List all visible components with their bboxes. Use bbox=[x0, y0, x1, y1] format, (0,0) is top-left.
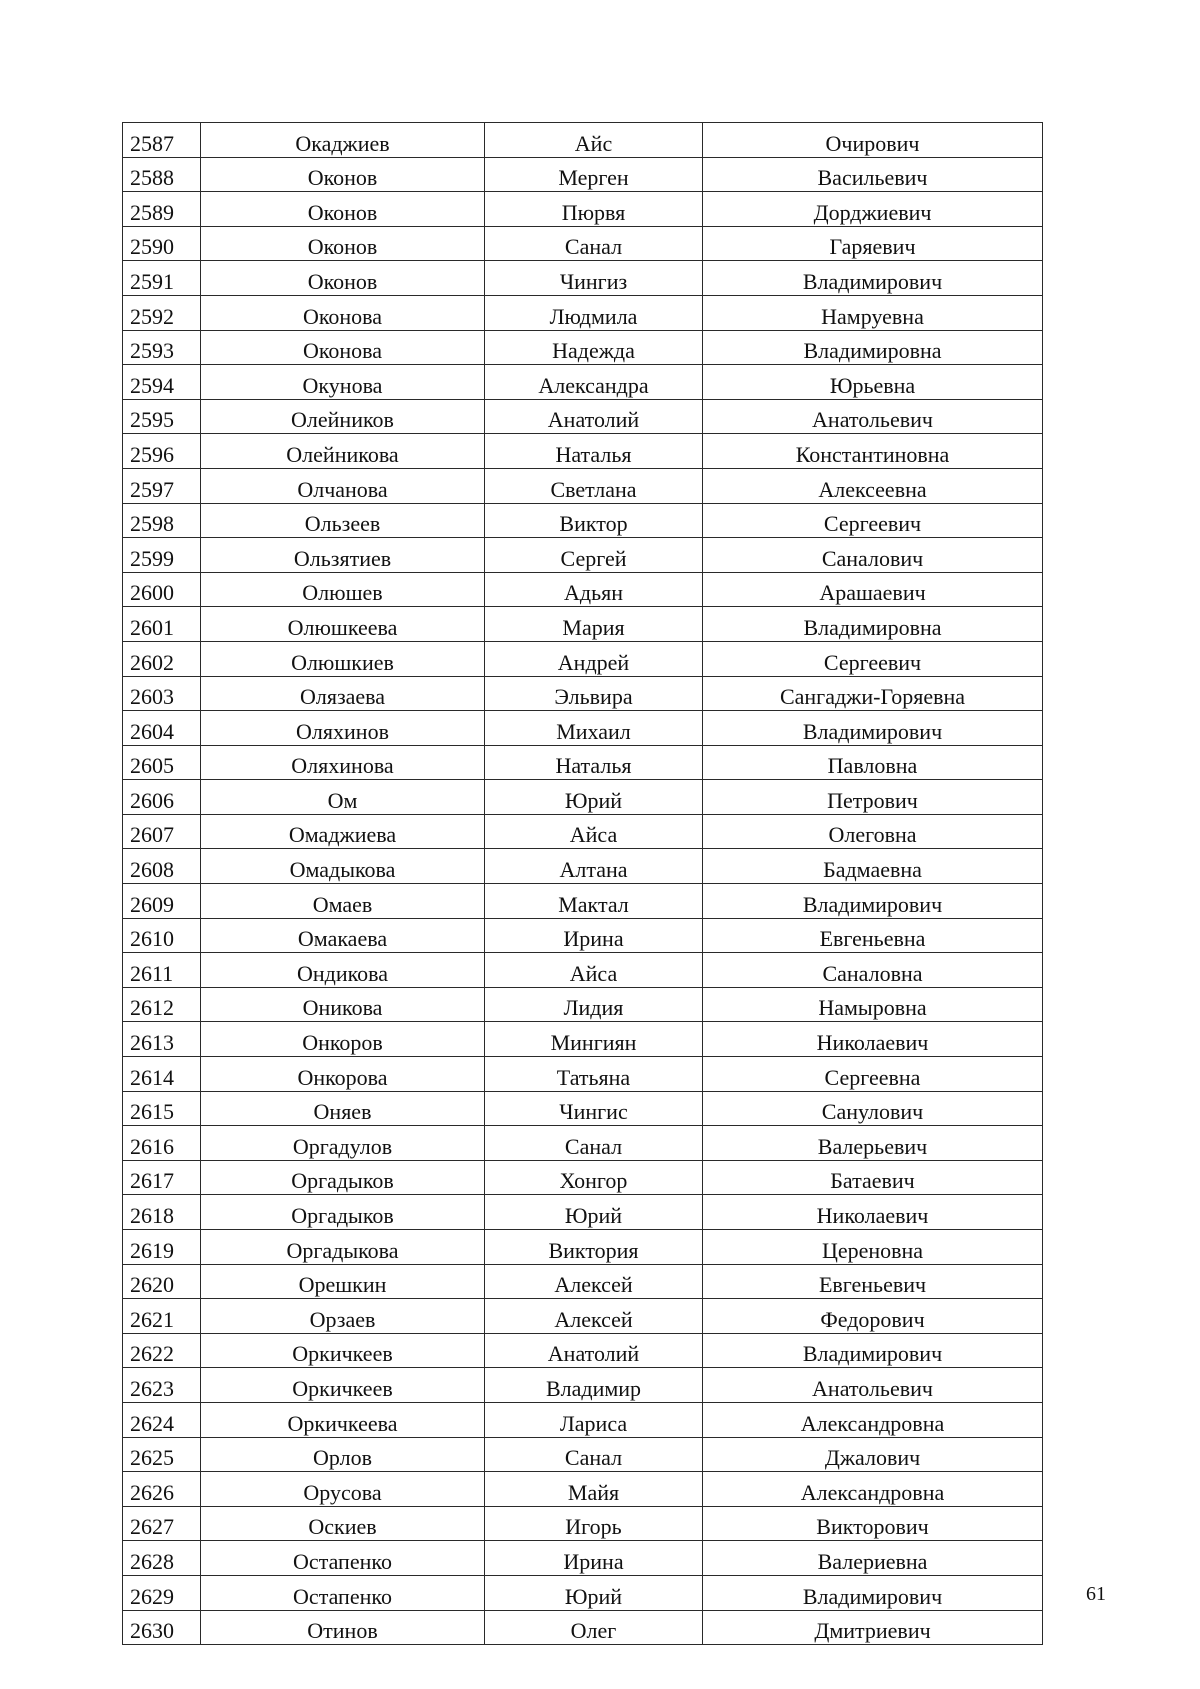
patronymic-cell: Владимировна bbox=[703, 607, 1043, 642]
row-number-cell: 2589 bbox=[123, 192, 201, 227]
patronymic-cell: Намруевна bbox=[703, 295, 1043, 330]
patronymic-cell: Сергеевна bbox=[703, 1057, 1043, 1092]
roster-body bbox=[123, 123, 1043, 1645]
last-name-cell: Оргадыкова bbox=[201, 1230, 485, 1265]
row-number-cell: 2598 bbox=[123, 503, 201, 538]
last-name-cell: Орлов bbox=[201, 1437, 485, 1472]
row-number-cell: 2625 bbox=[123, 1437, 201, 1472]
patronymic-cell: Джалович bbox=[703, 1437, 1043, 1472]
patronymic-cell: Дорджиевич bbox=[703, 192, 1043, 227]
table-row bbox=[123, 1299, 1043, 1334]
last-name-cell: Онкорова bbox=[201, 1057, 485, 1092]
row-number-cell: 2603 bbox=[123, 676, 201, 711]
last-name-cell: Оняев bbox=[201, 1091, 485, 1126]
first-name-cell: Михаил bbox=[485, 711, 703, 746]
table-row bbox=[123, 711, 1043, 746]
table-row bbox=[123, 745, 1043, 780]
table-row bbox=[123, 1472, 1043, 1507]
row-number-cell: 2593 bbox=[123, 330, 201, 365]
last-name-cell: Оконова bbox=[201, 295, 485, 330]
last-name-cell: Оконов bbox=[201, 157, 485, 192]
row-number-cell: 2613 bbox=[123, 1022, 201, 1057]
table-row bbox=[123, 1402, 1043, 1437]
patronymic-cell: Дмитриевич bbox=[703, 1610, 1043, 1645]
patronymic-cell: Сергеевич bbox=[703, 641, 1043, 676]
table-row bbox=[123, 1057, 1043, 1092]
row-number-cell: 2612 bbox=[123, 987, 201, 1022]
row-number-cell: 2620 bbox=[123, 1264, 201, 1299]
last-name-cell: Оконов bbox=[201, 261, 485, 296]
row-number-cell: 2607 bbox=[123, 814, 201, 849]
first-name-cell: Мактал bbox=[485, 884, 703, 919]
first-name-cell: Санал bbox=[485, 1126, 703, 1161]
last-name-cell: Олейникова bbox=[201, 434, 485, 469]
table-row bbox=[123, 953, 1043, 988]
last-name-cell: Орусова bbox=[201, 1472, 485, 1507]
patronymic-cell: Валерьевич bbox=[703, 1126, 1043, 1161]
first-name-cell: Сергей bbox=[485, 538, 703, 573]
first-name-cell: Татьяна bbox=[485, 1057, 703, 1092]
first-name-cell: Майя bbox=[485, 1472, 703, 1507]
patronymic-cell: Васильевич bbox=[703, 157, 1043, 192]
last-name-cell: Ользятиев bbox=[201, 538, 485, 573]
row-number-cell: 2604 bbox=[123, 711, 201, 746]
row-number-cell: 2626 bbox=[123, 1472, 201, 1507]
first-name-cell: Адьян bbox=[485, 572, 703, 607]
row-number-cell: 2594 bbox=[123, 365, 201, 400]
table-row bbox=[123, 538, 1043, 573]
table-row bbox=[123, 1541, 1043, 1576]
last-name-cell: Окунова bbox=[201, 365, 485, 400]
last-name-cell: Оргадулов bbox=[201, 1126, 485, 1161]
first-name-cell: Юрий bbox=[485, 780, 703, 815]
table-row bbox=[123, 157, 1043, 192]
row-number-cell: 2627 bbox=[123, 1506, 201, 1541]
patronymic-cell: Владимировна bbox=[703, 330, 1043, 365]
patronymic-cell: Николаевич bbox=[703, 1022, 1043, 1057]
row-number-cell: 2602 bbox=[123, 641, 201, 676]
patronymic-cell: Николаевич bbox=[703, 1195, 1043, 1230]
last-name-cell: Олюшев bbox=[201, 572, 485, 607]
table-row bbox=[123, 780, 1043, 815]
patronymic-cell: Владимирович bbox=[703, 1333, 1043, 1368]
patronymic-cell: Евгеньевич bbox=[703, 1264, 1043, 1299]
patronymic-cell: Анатольевич bbox=[703, 399, 1043, 434]
patronymic-cell: Цереновна bbox=[703, 1230, 1043, 1265]
first-name-cell: Алексей bbox=[485, 1299, 703, 1334]
table-row bbox=[123, 261, 1043, 296]
last-name-cell: Оркичкеев bbox=[201, 1368, 485, 1403]
first-name-cell: Чингиз bbox=[485, 261, 703, 296]
table-row bbox=[123, 503, 1043, 538]
patronymic-cell: Бадмаевна bbox=[703, 849, 1043, 884]
first-name-cell: Алтана bbox=[485, 849, 703, 884]
first-name-cell: Игорь bbox=[485, 1506, 703, 1541]
table-row bbox=[123, 1230, 1043, 1265]
last-name-cell: Оркичкеев bbox=[201, 1333, 485, 1368]
row-number-cell: 2622 bbox=[123, 1333, 201, 1368]
patronymic-cell: Арашаевич bbox=[703, 572, 1043, 607]
last-name-cell: Омаев bbox=[201, 884, 485, 919]
first-name-cell: Ирина bbox=[485, 918, 703, 953]
patronymic-cell: Владимирович bbox=[703, 1575, 1043, 1610]
row-number-cell: 2618 bbox=[123, 1195, 201, 1230]
table-row bbox=[123, 123, 1043, 158]
first-name-cell: Анатолий bbox=[485, 1333, 703, 1368]
row-number-cell: 2592 bbox=[123, 295, 201, 330]
row-number-cell: 2628 bbox=[123, 1541, 201, 1576]
last-name-cell: Окаджиев bbox=[201, 123, 485, 158]
last-name-cell: Олейников bbox=[201, 399, 485, 434]
row-number-cell: 2587 bbox=[123, 123, 201, 158]
patronymic-cell: Саналович bbox=[703, 538, 1043, 573]
patronymic-cell: Валериевна bbox=[703, 1541, 1043, 1576]
row-number-cell: 2595 bbox=[123, 399, 201, 434]
last-name-cell: Ом bbox=[201, 780, 485, 815]
first-name-cell: Алексей bbox=[485, 1264, 703, 1299]
first-name-cell: Эльвира bbox=[485, 676, 703, 711]
patronymic-cell: Павловна bbox=[703, 745, 1043, 780]
table-row bbox=[123, 468, 1043, 503]
row-number-cell: 2590 bbox=[123, 226, 201, 261]
patronymic-cell: Гаряевич bbox=[703, 226, 1043, 261]
last-name-cell: Олязаева bbox=[201, 676, 485, 711]
first-name-cell: Наталья bbox=[485, 434, 703, 469]
row-number-cell: 2610 bbox=[123, 918, 201, 953]
first-name-cell: Айса bbox=[485, 814, 703, 849]
last-name-cell: Оляхинов bbox=[201, 711, 485, 746]
first-name-cell: Юрий bbox=[485, 1195, 703, 1230]
row-number-cell: 2597 bbox=[123, 468, 201, 503]
patronymic-cell: Санулович bbox=[703, 1091, 1043, 1126]
first-name-cell: Надежда bbox=[485, 330, 703, 365]
row-number-cell: 2608 bbox=[123, 849, 201, 884]
table-row bbox=[123, 814, 1043, 849]
first-name-cell: Мингиян bbox=[485, 1022, 703, 1057]
first-name-cell: Лидия bbox=[485, 987, 703, 1022]
table-row bbox=[123, 1437, 1043, 1472]
row-number-cell: 2623 bbox=[123, 1368, 201, 1403]
name-roster-table bbox=[122, 122, 1043, 1645]
table-row bbox=[123, 884, 1043, 919]
row-number-cell: 2609 bbox=[123, 884, 201, 919]
first-name-cell: Мерген bbox=[485, 157, 703, 192]
patronymic-cell: Александровна bbox=[703, 1402, 1043, 1437]
patronymic-cell: Сергеевич bbox=[703, 503, 1043, 538]
first-name-cell: Чингис bbox=[485, 1091, 703, 1126]
table-row bbox=[123, 987, 1043, 1022]
patronymic-cell: Юрьевна bbox=[703, 365, 1043, 400]
patronymic-cell: Саналовна bbox=[703, 953, 1043, 988]
last-name-cell: Орзаев bbox=[201, 1299, 485, 1334]
first-name-cell: Пюрвя bbox=[485, 192, 703, 227]
first-name-cell: Айса bbox=[485, 953, 703, 988]
patronymic-cell: Евгеньевна bbox=[703, 918, 1043, 953]
patronymic-cell: Анатольевич bbox=[703, 1368, 1043, 1403]
last-name-cell: Оконов bbox=[201, 226, 485, 261]
row-number-cell: 2611 bbox=[123, 953, 201, 988]
table-row bbox=[123, 330, 1043, 365]
row-number-cell: 2588 bbox=[123, 157, 201, 192]
table-row bbox=[123, 1126, 1043, 1161]
last-name-cell: Оникова bbox=[201, 987, 485, 1022]
first-name-cell: Андрей bbox=[485, 641, 703, 676]
patronymic-cell: Константиновна bbox=[703, 434, 1043, 469]
table-row bbox=[123, 1610, 1043, 1645]
table-row bbox=[123, 192, 1043, 227]
patronymic-cell: Алексеевна bbox=[703, 468, 1043, 503]
table-row bbox=[123, 918, 1043, 953]
last-name-cell: Онкоров bbox=[201, 1022, 485, 1057]
patronymic-cell: Очирович bbox=[703, 123, 1043, 158]
table-row bbox=[123, 849, 1043, 884]
last-name-cell: Омакаева bbox=[201, 918, 485, 953]
last-name-cell: Омадыкова bbox=[201, 849, 485, 884]
patronymic-cell: Владимирович bbox=[703, 884, 1043, 919]
table-row bbox=[123, 1368, 1043, 1403]
last-name-cell: Остапенко bbox=[201, 1575, 485, 1610]
last-name-cell: Оркичкеева bbox=[201, 1402, 485, 1437]
first-name-cell: Людмила bbox=[485, 295, 703, 330]
row-number-cell: 2606 bbox=[123, 780, 201, 815]
first-name-cell: Санал bbox=[485, 226, 703, 261]
first-name-cell: Александра bbox=[485, 365, 703, 400]
first-name-cell: Хонгор bbox=[485, 1160, 703, 1195]
table-row bbox=[123, 607, 1043, 642]
row-number-cell: 2619 bbox=[123, 1230, 201, 1265]
row-number-cell: 2591 bbox=[123, 261, 201, 296]
patronymic-cell: Владимирович bbox=[703, 711, 1043, 746]
last-name-cell: Орешкин bbox=[201, 1264, 485, 1299]
patronymic-cell: Сангаджи-Горяевна bbox=[703, 676, 1043, 711]
last-name-cell: Оконова bbox=[201, 330, 485, 365]
last-name-cell: Оргадыков bbox=[201, 1195, 485, 1230]
row-number-cell: 2600 bbox=[123, 572, 201, 607]
row-number-cell: 2617 bbox=[123, 1160, 201, 1195]
row-number-cell: 2615 bbox=[123, 1091, 201, 1126]
last-name-cell: Оляхинова bbox=[201, 745, 485, 780]
table-row bbox=[123, 226, 1043, 261]
table-row bbox=[123, 365, 1043, 400]
table-row bbox=[123, 1333, 1043, 1368]
patronymic-cell: Олеговна bbox=[703, 814, 1043, 849]
row-number-cell: 2596 bbox=[123, 434, 201, 469]
last-name-cell: Ользеев bbox=[201, 503, 485, 538]
table-row bbox=[123, 572, 1043, 607]
last-name-cell: Олюшкиев bbox=[201, 641, 485, 676]
first-name-cell: Мария bbox=[485, 607, 703, 642]
table-row bbox=[123, 1022, 1043, 1057]
row-number-cell: 2599 bbox=[123, 538, 201, 573]
last-name-cell: Омаджиева bbox=[201, 814, 485, 849]
row-number-cell: 2630 bbox=[123, 1610, 201, 1645]
last-name-cell: Оконов bbox=[201, 192, 485, 227]
row-number-cell: 2629 bbox=[123, 1575, 201, 1610]
first-name-cell: Ирина bbox=[485, 1541, 703, 1576]
first-name-cell: Лариса bbox=[485, 1402, 703, 1437]
row-number-cell: 2614 bbox=[123, 1057, 201, 1092]
first-name-cell: Виктория bbox=[485, 1230, 703, 1265]
row-number-cell: 2616 bbox=[123, 1126, 201, 1161]
last-name-cell: Олюшкеева bbox=[201, 607, 485, 642]
first-name-cell: Наталья bbox=[485, 745, 703, 780]
patronymic-cell: Петрович bbox=[703, 780, 1043, 815]
first-name-cell: Виктор bbox=[485, 503, 703, 538]
row-number-cell: 2621 bbox=[123, 1299, 201, 1334]
table-row bbox=[123, 1160, 1043, 1195]
last-name-cell: Олчанова bbox=[201, 468, 485, 503]
patronymic-cell: Александровна bbox=[703, 1472, 1043, 1507]
last-name-cell: Оргадыков bbox=[201, 1160, 485, 1195]
table-row bbox=[123, 1264, 1043, 1299]
table-row bbox=[123, 1195, 1043, 1230]
table-row bbox=[123, 1506, 1043, 1541]
first-name-cell: Олег bbox=[485, 1610, 703, 1645]
table-row bbox=[123, 641, 1043, 676]
patronymic-cell: Намыровна bbox=[703, 987, 1043, 1022]
table-row bbox=[123, 295, 1043, 330]
last-name-cell: Ондикова bbox=[201, 953, 485, 988]
last-name-cell: Остапенко bbox=[201, 1541, 485, 1576]
table-row bbox=[123, 676, 1043, 711]
first-name-cell: Владимир bbox=[485, 1368, 703, 1403]
table-row bbox=[123, 399, 1043, 434]
table-row bbox=[123, 1091, 1043, 1126]
table-row bbox=[123, 434, 1043, 469]
row-number-cell: 2624 bbox=[123, 1402, 201, 1437]
page-number: 61 bbox=[1086, 1583, 1106, 1605]
first-name-cell: Санал bbox=[485, 1437, 703, 1472]
last-name-cell: Отинов bbox=[201, 1610, 485, 1645]
last-name-cell: Оскиев bbox=[201, 1506, 485, 1541]
patronymic-cell: Владимирович bbox=[703, 261, 1043, 296]
patronymic-cell: Викторович bbox=[703, 1506, 1043, 1541]
patronymic-cell: Федорович bbox=[703, 1299, 1043, 1334]
first-name-cell: Юрий bbox=[485, 1575, 703, 1610]
first-name-cell: Айс bbox=[485, 123, 703, 158]
row-number-cell: 2605 bbox=[123, 745, 201, 780]
patronymic-cell: Батаевич bbox=[703, 1160, 1043, 1195]
row-number-cell: 2601 bbox=[123, 607, 201, 642]
first-name-cell: Анатолий bbox=[485, 399, 703, 434]
table-row bbox=[123, 1575, 1043, 1610]
first-name-cell: Светлана bbox=[485, 468, 703, 503]
